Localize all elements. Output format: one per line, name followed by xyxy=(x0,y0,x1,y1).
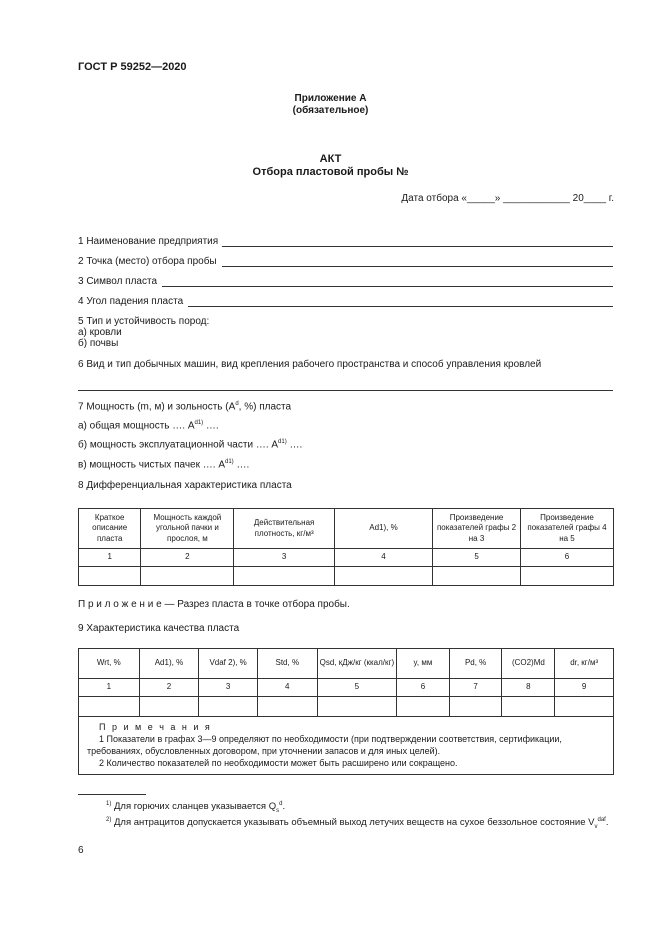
appendix-subtitle: (обязательное) xyxy=(292,105,369,116)
note-1: П р и л о ж е н и е — Разрез пласта в точке отбора пробы. xyxy=(78,599,350,610)
t2-num-5: 5 xyxy=(317,679,397,697)
t1-num-4: 4 xyxy=(334,549,432,567)
t1-num-5: 5 xyxy=(433,549,521,567)
table-2-empty-row xyxy=(79,697,614,717)
item-6: 6 Вид и тип добычных машин, вид крепления рабочего пространства и способ управления кровлей xyxy=(78,359,542,370)
t1-num-2: 2 xyxy=(141,549,234,567)
item-2: 2 Точка (место) отбора пробы xyxy=(78,256,217,267)
appendix-title: Приложение А xyxy=(294,93,367,104)
t2-header-1: Wrt, % xyxy=(79,649,140,679)
t2-num-7: 7 xyxy=(449,679,502,697)
t2-num-8: 8 xyxy=(502,679,555,697)
t2-num-4: 4 xyxy=(257,679,317,697)
table-2-header-row xyxy=(79,649,614,679)
t1-header-1: Краткое описание пласта xyxy=(79,509,141,549)
t2-num-9: 9 xyxy=(555,679,614,697)
item-5: 5 Тип и устойчивость пород: xyxy=(78,316,210,327)
page-number: 6 xyxy=(78,845,84,856)
t2-header-3: Vdaf 2), % xyxy=(199,649,258,679)
table-2-number-row xyxy=(79,679,614,697)
item-4: 4 Угол падения пласта xyxy=(78,296,184,307)
line-1 xyxy=(222,246,613,247)
footnote-2: $^{2)}$ Для антрацитов допускается указывать объемный выход летучих веществ на сухое беззольное состояние $V_v^{daf}$. xyxy=(106,817,609,831)
item-9: 9 Характеристика качества пласта xyxy=(78,623,240,634)
item-1: 1 Наименование предприятия xyxy=(78,236,219,247)
t2-header-5: Qsd, кДж/кг (ккал/кг) xyxy=(317,649,397,679)
act-title: АКТ xyxy=(319,153,342,165)
t1-header-6: Произведение показателей графы 4 на 5 xyxy=(520,509,613,549)
t2-header-9: dr, кг/м³ xyxy=(555,649,614,679)
line-4 xyxy=(188,306,613,307)
line-2 xyxy=(222,266,613,267)
line-3 xyxy=(162,286,613,287)
item-7: 7 Мощность (m, м) и зольность ($A^d$, %) пласта xyxy=(78,401,292,413)
note-text-1: 1 Показатели в графах 3—9 определяют по необходимости (при подтверждении соответствия, сертификации, требованиях, обусловленных договором, при уточнении запасов и для иных целей). xyxy=(87,734,562,757)
item-8: 8 Дифференциальная характеристика пласта xyxy=(78,480,292,491)
note-text-2: 2 Количество показателей по необходимости может быть расширено или сокращено. xyxy=(99,758,458,769)
t2-header-4: Std, % xyxy=(257,649,317,679)
t2-header-7: Pd, % xyxy=(449,649,502,679)
t1-header-5: Произведение показателей графы 2 на 3 xyxy=(433,509,521,549)
footnote-1: $^{1)}$ Для горючих сланцев указывается $Q_s^d$. xyxy=(106,801,286,815)
item-7a: а) общая мощность …. $A^{d1)}$ …. xyxy=(78,420,219,432)
item-5b: б) почвы xyxy=(78,338,119,349)
t1-num-3: 3 xyxy=(234,549,334,567)
t1-header-4: Ad1), % xyxy=(334,509,432,549)
footnote-separator xyxy=(78,794,146,795)
doc-header: ГОСТ Р 59252—2020 xyxy=(78,61,187,73)
t1-header-3: Действительная плотность, кг/м³ xyxy=(234,509,334,549)
t1-num-6: 6 xyxy=(520,549,613,567)
t2-num-3: 3 xyxy=(199,679,258,697)
table-2-notes xyxy=(79,717,614,775)
table-2-notes-row xyxy=(79,717,614,775)
item-7b: б) мощность эксплуатационной части …. $A^{d1)}$ …. xyxy=(78,439,303,451)
t2-num-2: 2 xyxy=(139,679,199,697)
table-1-empty-row xyxy=(79,567,614,586)
date-line: Дата отбора «_____» ____________ 20____ г. xyxy=(401,193,614,204)
t2-num-6: 6 xyxy=(397,679,450,697)
t2-num-1: 1 xyxy=(79,679,140,697)
item-3: 3 Символ пласта xyxy=(78,276,158,287)
t2-header-2: Ad1), % xyxy=(139,649,199,679)
t1-header-2: Мощность каждой угольной пачки и прослоя, м xyxy=(141,509,234,549)
table-2 xyxy=(78,648,614,775)
table-1-header-row xyxy=(79,509,614,549)
table-1-number-row xyxy=(79,549,614,567)
item-5a: а) кровли xyxy=(78,327,122,338)
act-subtitle: Отбора пластовой пробы № xyxy=(252,166,409,178)
t2-header-8: (CO2)Мd xyxy=(502,649,555,679)
line-6 xyxy=(78,390,613,391)
t2-header-6: y, мм xyxy=(397,649,450,679)
item-7c: в) мощность чистых пачек …. $A^{d1)}$ …. xyxy=(78,459,250,471)
t1-num-1: 1 xyxy=(79,549,141,567)
notes-label: П р и м е ч а н и я xyxy=(99,722,212,732)
table-1 xyxy=(78,508,614,586)
